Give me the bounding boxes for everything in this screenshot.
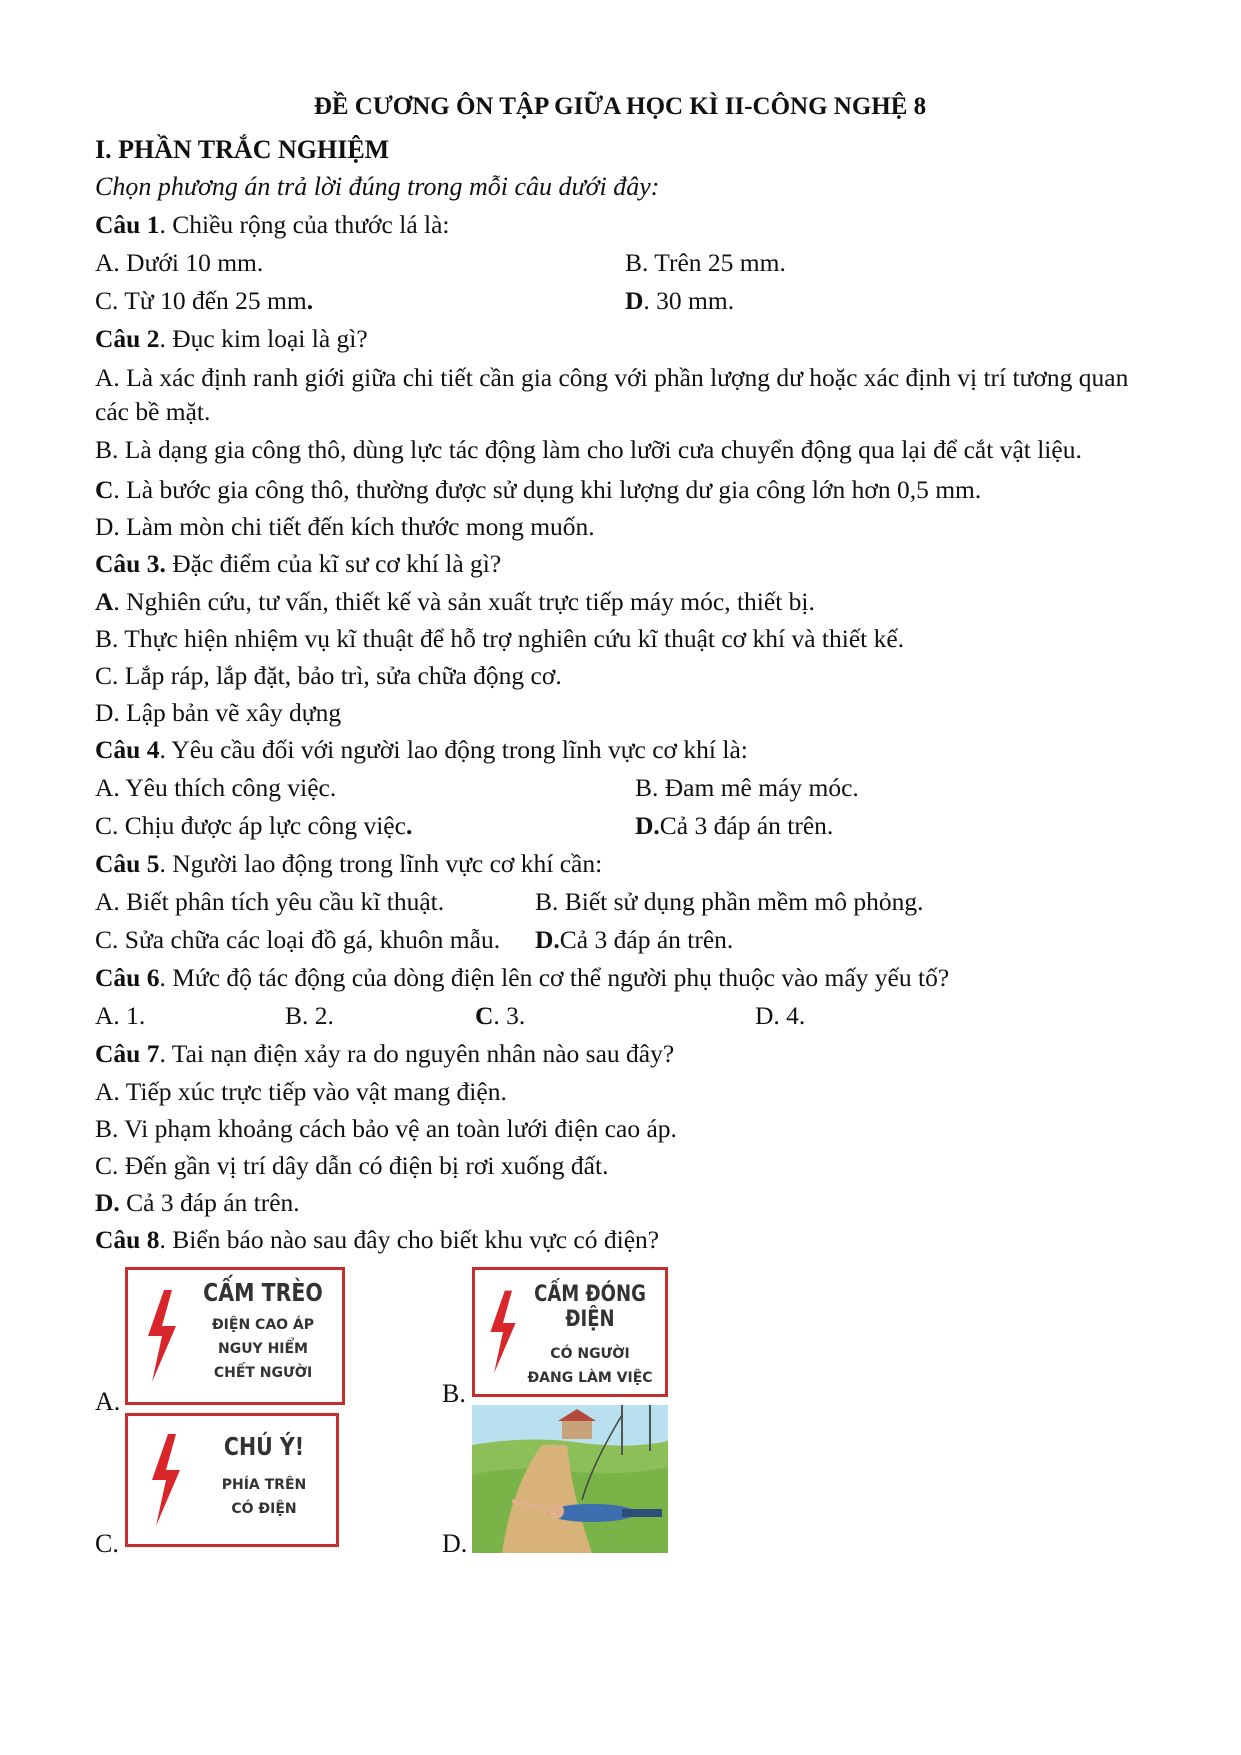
answer-row	[95, 997, 1145, 1035]
answer-row	[95, 282, 1145, 320]
answer-d: D. Làm mòn chi tiết đến kích thước mong muốn.	[95, 512, 595, 541]
answer-a-label: A	[95, 587, 114, 616]
question-3	[95, 545, 1145, 583]
answer-d	[535, 921, 733, 959]
sign-b	[472, 1267, 668, 1397]
question-text: Đặc điểm của kĩ sư cơ khí là gì?	[165, 549, 502, 578]
answer-d	[95, 1184, 1145, 1221]
question-text: . Yêu cầu đối với người lao động trong lĩnh vực cơ khí là:	[159, 735, 748, 764]
question-label: Câu 1	[95, 210, 160, 239]
answer-row	[95, 807, 1145, 845]
option-c-label: C.	[95, 1529, 119, 1558]
sign-options	[95, 1267, 1145, 1567]
answer-c-dot: .	[306, 286, 314, 315]
answer-c: C. Đến gần vị trí dây dẫn có điện bị rơi xuống đất.	[95, 1151, 609, 1180]
answer-d-text: Cả 3 đáp án trên.	[119, 1188, 300, 1217]
question-label: Câu 5	[95, 849, 160, 878]
answer-d-text: . 30 mm.	[643, 286, 735, 315]
answer-c	[95, 807, 635, 845]
question-text: . Mức độ tác động của dòng điện lên cơ thể người phụ thuộc vào mấy yếu tố?	[159, 963, 950, 992]
answer-d: D. 4.	[755, 1001, 806, 1030]
sign-a	[125, 1267, 345, 1405]
answer-b: B. Thực hiện nhiệm vụ kĩ thuật để hỗ trợ nghiên cứu kĩ thuật cơ khí và thiết kế.	[95, 624, 905, 653]
section-heading: I. PHẦN TRẮC NGHIỆM	[95, 135, 390, 164]
answer-a	[95, 583, 1145, 620]
answer-a-text: . Nghiên cứu, tư vấn, thiết kế và sản xuất trực tiếp máy móc, thiết bị.	[113, 587, 815, 616]
answer-c-text: C. Từ 10 đến 25 mm	[95, 286, 307, 315]
answer-c-label: C	[475, 1001, 494, 1030]
answer-row	[95, 883, 1145, 921]
answer-c: C. Lắp ráp, lắp đặt, bảo trì, sửa chữa động cơ.	[95, 661, 562, 690]
question-label: Câu 3.	[95, 549, 166, 578]
option-a-label: A.	[95, 1387, 121, 1416]
answer-c-label: C	[95, 475, 114, 504]
answer-d: D. Lập bản vẽ xây dựng	[95, 698, 342, 727]
question-5	[95, 845, 1145, 883]
answer-a: A. 1.	[95, 1001, 146, 1030]
answer-d-text: Cả 3 đáp án trên.	[659, 811, 834, 840]
answer-b: B. Biết sử dụng phần mềm mô phỏng.	[535, 887, 924, 916]
sign-line: ĐIỆN CAO ÁP	[211, 1317, 315, 1333]
answer-d-label: D	[625, 286, 644, 315]
sign-line: PHÍA TRÊN	[221, 1477, 307, 1493]
question-text: . Chiều rộng của thước lá là:	[159, 210, 450, 239]
question-8	[95, 1221, 1145, 1259]
lightning-bolt-icon	[142, 1290, 182, 1382]
sign-line: NGUY HIỂM	[217, 1341, 308, 1357]
answer-c	[95, 282, 625, 320]
document-title: ĐỀ CƯƠNG ÔN TẬP GIỮA HỌC KÌ II-CÔNG NGHỆ 8	[313, 93, 927, 120]
answer-b: B. Trên 25 mm.	[625, 248, 786, 277]
answer-b: B. Vi phạm khoảng cách bảo vệ an toàn lưới điện cao áp.	[95, 1114, 677, 1143]
question-label: Câu 7	[95, 1039, 160, 1068]
answer-a: A. Biết phân tích yêu cầu kĩ thuật.	[95, 887, 445, 916]
answer-a: A. Tiếp xúc trực tiếp vào vật mang điện.	[95, 1077, 507, 1106]
question-text: . Người lao động trong lĩnh vực cơ khí cần:	[159, 849, 603, 878]
answer-c	[475, 997, 755, 1035]
question-7	[95, 1035, 1145, 1073]
sign-title: CHÚ Ý!	[223, 1432, 305, 1461]
question-text: . Tai nạn điện xảy ra do nguyên nhân nào sau đây?	[159, 1039, 675, 1068]
answer-c-text: . 3.	[493, 1001, 526, 1030]
answer-b: B. 2.	[285, 1001, 334, 1030]
answer-row	[95, 769, 1145, 807]
answer-row	[95, 921, 1145, 959]
instruction: Chọn phương án trả lời đúng trong mỗi câu dưới đây:	[95, 172, 660, 201]
sign-line: CHẾT NGƯỜI	[213, 1365, 313, 1381]
answer-c	[95, 471, 1145, 508]
answer-c-dot: .	[405, 811, 413, 840]
answer-d-label: D.	[635, 811, 660, 840]
answer-b: B. Đam mê máy móc.	[635, 773, 859, 802]
answer-d-label: D.	[535, 925, 560, 954]
lightning-bolt-icon	[146, 1434, 186, 1526]
question-1	[95, 206, 1145, 244]
question-label: Câu 8	[95, 1225, 160, 1254]
answer-c: C. Sửa chữa các loại đồ gá, khuôn mẫu.	[95, 925, 501, 954]
answer-d-text: Cả 3 đáp án trên.	[559, 925, 734, 954]
answer-row	[95, 244, 1145, 282]
answer-a: A. Yêu thích công việc.	[95, 773, 337, 802]
answer-d	[625, 282, 734, 320]
answer-a: A. Dưới 10 mm.	[95, 248, 264, 277]
question-4	[95, 731, 1145, 769]
answer-c-text: C. Chịu được áp lực công việc	[95, 811, 406, 840]
question-2	[95, 320, 1145, 358]
answer-b: B. Là dạng gia công thô, dùng lực tác động làm cho lưỡi cưa chuyển động qua lại để cắt vật liệu.	[95, 435, 1082, 464]
question-text: . Biển báo nào sau đây cho biết khu vực có điện?	[159, 1225, 660, 1254]
sign-title: CẤM ĐÓNG ĐIỆN	[534, 1282, 646, 1332]
sign-line: CÓ ĐIỆN	[231, 1501, 297, 1517]
question-label: Câu 4	[95, 735, 160, 764]
question-label: Câu 6	[95, 963, 160, 992]
sign-title: CẤM TRÈO	[203, 1278, 323, 1307]
sign-line: ĐANG LÀM VIỆC	[527, 1370, 653, 1386]
option-b-label: B.	[442, 1379, 466, 1408]
answer-d	[635, 807, 833, 845]
document-page	[95, 90, 1145, 1567]
question-label: Câu 2	[95, 324, 160, 353]
question-text: . Đục kim loại là gì?	[159, 324, 368, 353]
question-6	[95, 959, 1145, 997]
sign-line: CÓ NGƯỜI	[550, 1346, 630, 1362]
sign-c	[125, 1413, 339, 1547]
answer-a: A. Là xác định ranh giới giữa chi tiết cần gia công với phần lượng dư hoặc xác định vị trí tương quan các bề mặt.	[95, 363, 1129, 426]
electric-accident-illustration	[472, 1405, 668, 1553]
answer-d-label: D.	[95, 1188, 120, 1217]
answer-c-text: . Là bước gia công thô, thường được sử dụng khi lượng dư gia công lớn hơn 0,5 mm.	[113, 475, 982, 504]
option-d-label: D.	[442, 1529, 468, 1558]
